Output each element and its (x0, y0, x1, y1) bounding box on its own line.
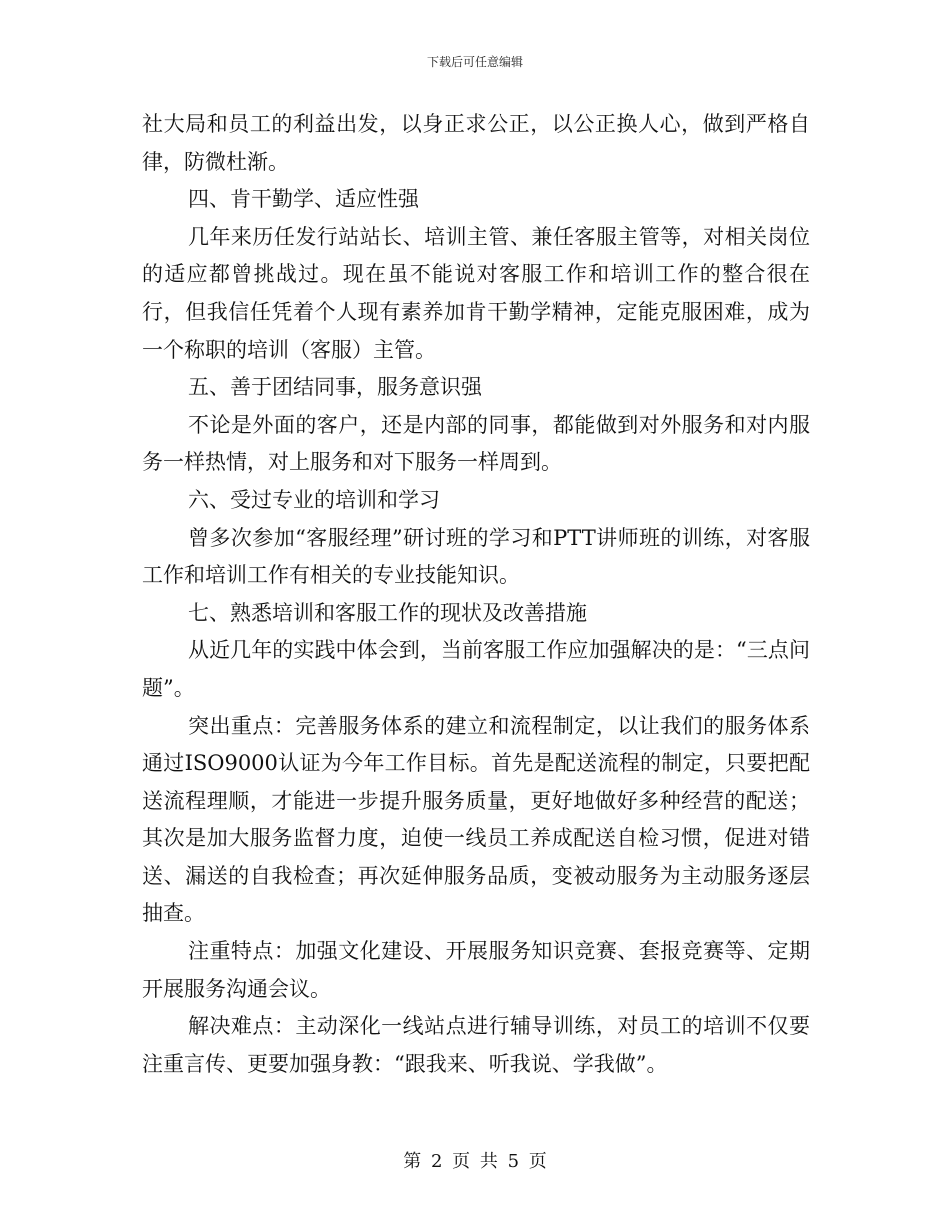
document-body (142, 106, 810, 1083)
paragraph: 解决难点：主动深化一线站点进行辅导训练，对员工的培训不仅要注重言传、更要加强身教：“跟我来、听我说、学我做”。 (142, 1014, 810, 1076)
paragraph: 从近几年的实践中体会到，当前客服工作应加强解决的是：“三点问题”。 (142, 638, 810, 700)
paragraph: 不论是外面的客户，还是内部的同事，都能做到对外服务和对内服务一样热情，对上服务和对下服务一样周到。 (142, 412, 810, 475)
page-number: 第 2 页 共 5 页 (403, 1151, 547, 1172)
section-heading-6: 六、受过专业的培训和学习 (188, 487, 440, 512)
paragraph-continuation: 社大局和员工的利益出发，以身正求公正，以公正换人心，做到严格自律，防微杜渐。 (142, 112, 810, 174)
page-header: 下载后可任意编辑 (426, 55, 523, 69)
section-heading-4: 四、肯干勤学、适应性强 (188, 187, 419, 212)
section-heading-5: 五、善于团结同事，服务意识强 (188, 375, 482, 400)
section-heading-7: 七、熟悉培训和客服工作的现状及改善措施 (188, 600, 587, 625)
paragraph: 突出重点：完善服务体系的建立和流程制定，以让我们的服务体系通过ISO9000认证为今年工作目标。首先是配送流程的制定，只要把配送流程理顺，才能进一步提升服务质量，更好地做好多种经营的配送；其次是加大服务监督力度，迫使一线员工养成配送自检习惯，促进对错送、漏送的自我检查；再次延伸服务品质，变被动服务为主动服务逐层抽查。 (142, 713, 810, 926)
paragraph: 几年来历任发行站站长、培训主管、兼任客服主管等，对相关岗位的适应都曾挑战过。现在虽不能说对客服工作和培训工作的整合很在行，但我信任凭着个人现有素养加肯干勤学精神，定能克服困难，成为一个称职的培训（客服）主管。 (142, 224, 810, 362)
paragraph: 曾多次参加“客服经理”研讨班的学习和PTT讲师班的训练，对客服工作和培训工作有相关的专业技能知识。 (142, 525, 810, 588)
paragraph: 注重特点：加强文化建设、开展服务知识竞赛、套报竞赛等、定期开展服务沟通会议。 (142, 939, 810, 1001)
